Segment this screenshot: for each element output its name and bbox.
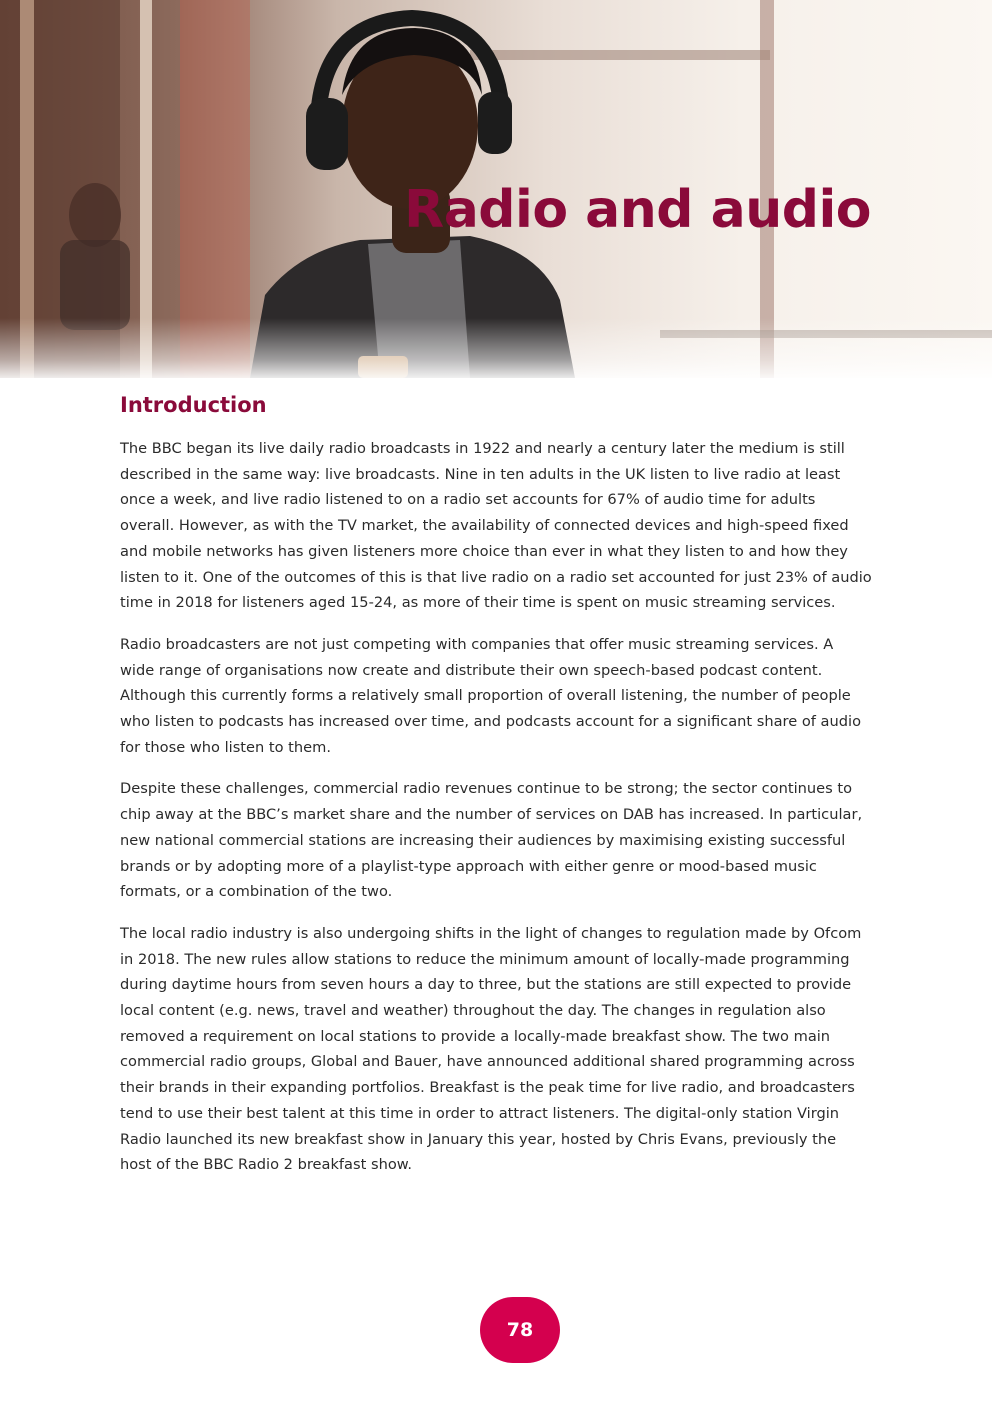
body-paragraph: The BBC began its live daily radio broadcasts in 1922 and nearly a century later the medium is still described in the same way: live broadcasts. Nine in ten adults in the UK listen to live radio at least once a week, and live radio listened to on a radio set accounts for 67% of audio time for adults overall. However, as with the TV market, the availability of connected devices and high-speed fixed and mobile networks has given listeners more choice than ever in what they listen to and how they listen to it. One of the outcomes of this is that live radio on a radio set accounted for just 23% of audio time in 2018 for listeners aged 15-24, as more of their time is spent on music streaming services. <box>120 440 872 612</box>
page-title: Radio and audio <box>404 180 871 240</box>
body-paragraph: Radio broadcasters are not just competing with companies that offer music streaming services. A wide range of organisations now create and distribute their own speech-based podcast content. Although this currently forms a relatively small proportion of overall listening, the number of people who listen to podcasts has increased over time, and podcasts account for a significant share of audio for those who listen to them. <box>120 635 861 756</box>
background-passenger <box>69 183 121 247</box>
body-paragraph: Despite these challenges, commercial radio revenues continue to be strong; the sector continues to chip away at the BBC’s market share and the number of services on DAB has increased. In particular, new national commercial stations are increasing their audiences by maximising existing successful brands or by adopting more of a playlist-type approach with either genre or mood-based music formats, or a combination of the two. <box>120 780 863 901</box>
header-photo <box>0 0 992 378</box>
background-passenger-body <box>60 240 130 330</box>
main-content <box>120 390 872 1194</box>
headphones-cup-right <box>478 92 512 154</box>
body-paragraph: The local radio industry is also undergoing shifts in the light of changes to regulation made by Ofcom in 2018. The new rules allow stations to reduce the minimum amount of locally-made programming during daytime hours from seven hours a day to three, but the stations are still expected to provide local content (e.g. news, travel and weather) throughout the day. The changes in regulation also removed a requirement on local stations to provide a locally-made breakfast show. The two main commercial radio groups, Global and Bauer, have announced additional shared programming across their brands in their expanding portfolios. Breakfast is the peak time for live radio, and broadcasters tend to use their best talent at this time in order to attract listeners. The digital-only station Virgin Radio launched its new breakfast show in January this year, hosted by Chris Evans, previously the host of the BBC Radio 2 breakfast show. <box>120 924 862 1174</box>
page-number-badge <box>480 1297 560 1363</box>
window-frame <box>470 50 770 60</box>
header-photo-fade <box>0 318 992 378</box>
section-heading: Introduction <box>120 393 267 417</box>
page-number: 78 <box>506 1319 534 1341</box>
headphones-cup-left <box>306 98 348 170</box>
